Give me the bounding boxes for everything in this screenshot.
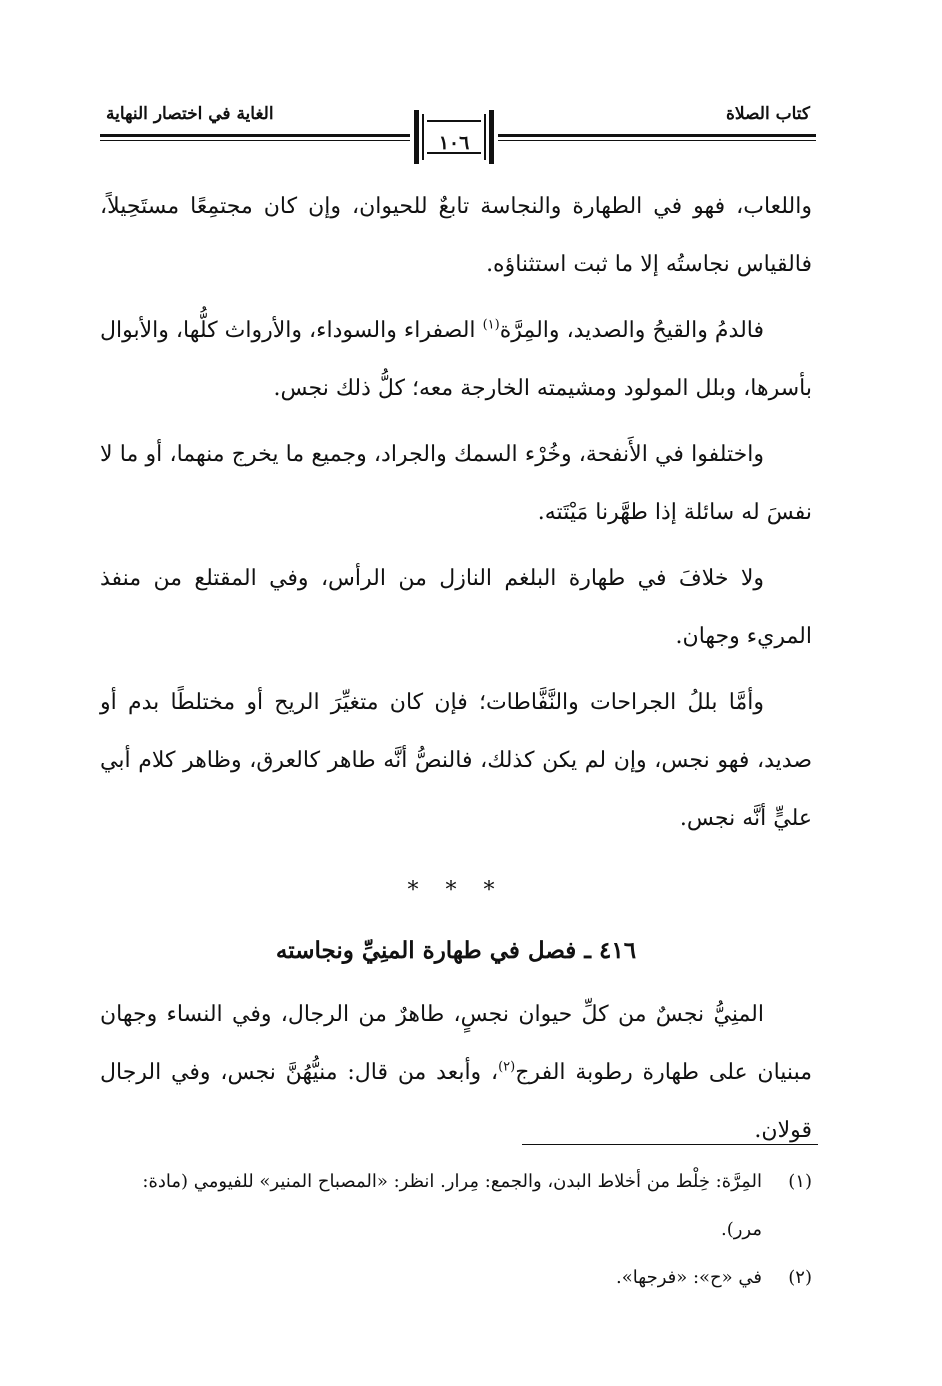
- page-number-frame: [410, 110, 498, 164]
- footnote-1-mark: (١): [788, 1171, 812, 1192]
- footnote-2-text: في «ح»: «فرجها».: [616, 1267, 762, 1288]
- paragraph-3: واختلفوا في الأَنفحة، وخُرْء السمك والجراد، وجميع ما يخرج منهما، أو ما لا نفسَ له سائلة إذا طهَّرنا مَيْتَته.: [100, 442, 812, 525]
- footnote-1-text: المِرَّة: خِلْط من أخلاط البدن، والجمع: مِرار. انظر: «المصباح المنير» للفيومي (مادة: مرر).: [142, 1171, 762, 1240]
- section-heading: ٤١٦ ـ فصل في طهارة المنِيِّ ونجاسته: [275, 937, 637, 964]
- paragraph-6-end: ، وأبعد من قال: منيُّهُنَّ نجس، وفي الرجال قولان.: [100, 1060, 812, 1143]
- footnote-1: [100, 1158, 812, 1254]
- footnote-ref-1[interactable]: (١): [482, 317, 500, 333]
- book-title: الغاية في اختصار النهاية: [106, 104, 274, 124]
- page-number: ١٠٦: [438, 132, 470, 154]
- paragraph-5: وأمَّا بللُ الجراحات والنَّفَّاطات؛ فإن كان متغيِّرَ الريح أو مختلطًا بدم أو صديد، فهو نجس، وإن لم يكن كذلك، فالنصُّ أنَّه طاهر كالعرق، وظاهر كلام أبي عليٍّ أنَّه نجس.: [100, 690, 812, 831]
- paragraph-2: [100, 302, 812, 418]
- paragraph-6: [100, 986, 812, 1160]
- footnotes: [100, 1158, 812, 1302]
- paragraph-2-end: الصفراء والسوداء، والأرواث كلُّها، والأبوال بأسرها، وبلل المولود ومشيمته الخارجة معه؛ كلُّ ذلك نجس.: [100, 318, 812, 401]
- footnote-2: [100, 1254, 812, 1302]
- footnote-2-mark: (٢): [788, 1267, 812, 1288]
- chapter-title: كتاب الصلاة: [725, 104, 810, 124]
- footnote-ref-2[interactable]: (٢): [498, 1059, 516, 1075]
- footnote-separator-rule: [522, 1144, 818, 1145]
- paragraph-6-start: المنِيُّ نجسٌ من كلِّ حيوان نجسٍ، طاهرٌ من الرجال، وفي النساء وجهان مبنيان على طهارة رطوبة الفرج: [100, 1002, 812, 1085]
- paragraph-1: واللعاب، فهو في الطهارة والنجاسة تابعٌ للحيوان، وإن كان مجتمِعًا مستَحِيلاً، فالقياس نجاستُه إلا ما ثبت استثناؤه.: [100, 194, 812, 277]
- main-text: [100, 178, 812, 1168]
- paragraph-2-start: فالدمُ والقيحُ والصديد، والمِرَّة: [499, 318, 765, 343]
- paragraph-4: ولا خلافَ في طهارة البلغم النازل من الرأس، وفي المقتلع من منفذ المريء وجهان.: [100, 566, 812, 649]
- section-separator: * * *: [407, 878, 505, 903]
